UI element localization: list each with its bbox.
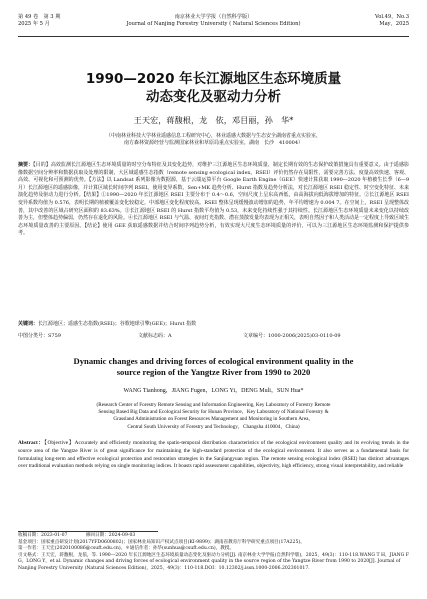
title-zh-line2: 动态变化及驱动力分析 [146, 89, 281, 105]
footnote-rule [18, 531, 158, 532]
abstract-zh-text: 【目的】高效监测长江源地区生态环境质量的时空分布特征及其变化趋势，对维护三江源地区生态环境质量、制定长期有效的生态保护政策措施具有重要意义。由于遥感影像数据空间分辨率和数据获取及处理的限制，大区域遥感生态指数（remote sensing ecological index，RSEI）评价仍然存在局限性，需要完善方法、度量高效快速、客观、高效、可视化和可预测的优势。【方法】以 Landsat 系列影像为数据源，基于云端运算平台 Google Earth Engine（GEE）快速计算获取 1990—2020 年植被生长季（6—9 月）长江源地区的遥感影像，并计算区域长时间序列 RSEI。使用变异系数、Sen+MK 趋势分析、Hurst 指数及趋势分析法，对长江源地区 RSEI 稳定性、时空变化特征、未来演化趋势及驱动力进行分析。【结果】①1990—2020 年长江源地区 RSEI 主要分布于 0.4～0.6，空间尺度上呈东高西低，由高海拔向低海拔增加的特征。②长江源地区 RSEI 变异系数均值为 0.576，表明长期的植被覆盖变化较稳定，中部地区变化程度较高。RSEI 整体呈现缓慢波动增加的趋势，年平均增速为 0.004 7。在空间上，RSEI 呈现整体改善，其中改善的区域占研究区面积的 83.63%。③长江源地区 RSEI 的 Hurst 指数平均值为 0.53，未来变化持续性强于其持续性。长江源地区生态环境质量未来变化以持续改善为主，但整体趋势偏弱，仍然存在退化的风险。④长江源地区 RSEI 与气温、夜间灯光指数、潜在蒸散发量均表现为正相关，表明自然因子和人类活动是一定程度上导致区域生态环境质量改善的主要原因。【结论】使用 GEE 获取遥感数据并结合时间序列趋势分析，有效实现大尺度生态环境质量的评价，可以为三江源地区生态环境监测和保护提供参考。 [18, 162, 410, 237]
affiliation-zh [40, 133, 387, 147]
header-journal [18, 14, 409, 28]
footnote-citation: 引文格式：王天宏，蒋馥根，龙依，等. 1990—2020 年长江源地区生态环境质量动态变化及驱动力分析[J]. 南京林业大学学报(自然科学版)，2025，49(3)：110-118.WANG T H，JIANG F G，LONG Y，et al. Dynamic changes and driving forces of ecological environment quality in the source region of the Yangtze River from 1990 to 2020[J]. Journal of Nanjing Forestry University (Natural Sciences Edition)，2025，49(3)：110-118.DOI：10.12302/j.issn.1000-2006.202301017. [18, 552, 409, 571]
abstract-zh-label: 摘要： [18, 162, 34, 168]
authors-en: WANG Tianhong，JIANG Fugen，LONG Yi，DENG Muli，SUN Hua* [123, 388, 304, 394]
header-vol-no: Vol.49，No.3 [374, 14, 409, 20]
title-en-line2: source region of the Yangtze River from 1990 to 2020 [116, 367, 311, 377]
header-journal-zh: 南京林业大学学报（自然科学版） [174, 14, 253, 20]
affiliation-zh-line1: （中南林业科技大学林业遥感信息工程研究中心，林业遥感大数据与生态安全湖南省重点实验室， [105, 133, 321, 139]
authors-zh: 王天宏，蒋馥根，龙 依，邓目丽，孙 华* [133, 115, 294, 125]
affiliation-en-line3: Grassland Administration on Forest Resources Management and Monitoring in Southern Area， [113, 416, 314, 423]
abstract-en-label: Abstract： [18, 440, 45, 446]
keywords-zh-text: 长江源地区；遥感生态指数(RSEI)；谷歌地球引擎(GEE)；Hurst 指数 [38, 321, 197, 327]
title-zh [18, 70, 409, 106]
footnotes [18, 533, 409, 573]
keywords-zh-label: 关键词： [18, 321, 39, 327]
header-date-zh: 2025 年 5 月 [18, 21, 50, 27]
header-vol-en [375, 14, 409, 28]
abstract-zh [18, 162, 409, 238]
title-en-line1: Dynamic changes and driving forces of ecological environment quality in the [73, 356, 354, 366]
header-date-en: May，2025 [379, 21, 409, 27]
affiliation-en-line1: (Research Center of Forestry Remote Sensing and Information Engineering, Key Laboratory of Forestry Remote [96, 402, 331, 408]
affiliation-en [40, 402, 387, 431]
abstract-en-text: 【Objective】Accurately and efficiently monitoring the spatio-temporal distribution characteristics of the ecological environment quality and its evolving trends in the source area of the Yangtze River is of great significance for maintaining the high-standard protection of the ecological environment. It also serves as a fundamental basis for formulating long-term and effective ecological protection and restoration strategies in the Sanjiangyuan region. The remote sensing ecological index (RSEI) has distinct advantages over traditional evaluation methods relying on single monitoring indices. It boasts rapid assessment capabilities, objectivity, high efficiency, strong visual interpretability, and reliable [18, 440, 409, 470]
abstract-en [18, 440, 409, 471]
title-zh-line1: 1990—2020 年长江源地区生态环境质量 [85, 71, 342, 87]
header-journal-en: Journal of Nanjing Forestry University ( Natural Sciences Edition) [126, 21, 301, 27]
keywords-zh [18, 321, 409, 328]
clc-number: 中图分类号：S759 [18, 333, 61, 339]
title-en [30, 356, 397, 378]
header-rule [18, 36, 409, 37]
footnote-fund: 基金项目：国家重点研发计划(2017YFD0600802)；国家林业局知识产权试点项目(KI-9899)；湖南省教育厅科学研究重点项目(17A225)。 [18, 539, 305, 545]
header-volume-issue: 第 49 卷 第 3 期 [18, 14, 61, 20]
affiliation-en-line2: Sensing Based Big Data and Ecological Security for Hunan Province，Key Laboratory of National Forestry & [98, 409, 329, 416]
running-header [18, 14, 409, 36]
affiliation-zh-line2: 南方森林资源经营与监测国家林业和草原局重点实验室，湖南 长沙 410004） [123, 140, 304, 146]
article-number: 文章编号：1000-2006(2025)03-0110-09 [243, 333, 341, 339]
footnote-author: 第一作者：王天宏(2020100086@csuft.edu.cn)。＊通信作者：孙华(sunhua@csuft.edu.cn)，教授。 [18, 546, 234, 552]
footnote-received: 收稿日期：2023-01-07 修回日期：2024-09-03 [18, 533, 136, 538]
document-code: 文献标志码：A [138, 333, 172, 339]
affiliation-en-line4: Central South University of Forestry and Technology，Changsha 410004，China) [127, 423, 300, 430]
